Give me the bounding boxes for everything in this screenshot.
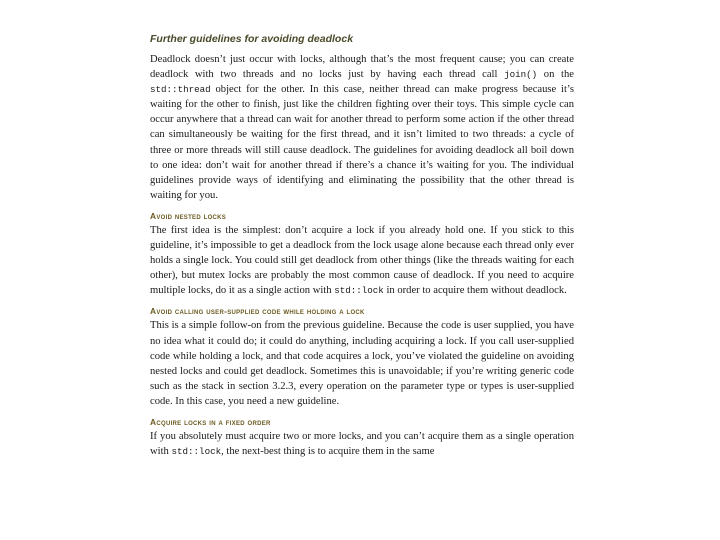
subheading-avoid-nested-locks: Avoid nested locks — [150, 210, 227, 221]
subheading-avoid-user-code: Avoid calling user-supplied code while holding a lock — [150, 306, 365, 317]
fixed-text-2: , the next-best thing is to acquire them in the same — [221, 446, 435, 458]
user-code-paragraph: This is a simple follow-on from the previous guideline. Because the code is user supplied, you have no idea what it could do; it could do anything, including acquiring a lock. If you call user-supplied code while holding a lock, and that code acquires a lock, you’ve violated the guideline on avoiding nested locks and could get deadlock. Sometimes this is unavoidable; if you’re writing generic code such as the stack in section 3.2.3, every operation on the parameter type or types is user-supplied code. In this case, you need a new guideline. — [150, 320, 574, 407]
join-code: join() — [504, 69, 538, 81]
fixed-text-1: If you absolutely must acquire two or more locks, and you can’t acquire them as a single operation with — [150, 430, 574, 458]
std-lock-code: std::lock — [334, 285, 384, 297]
document-page — [150, 32, 574, 459]
section-title: Further guidelines for avoiding deadlock — [150, 33, 354, 45]
nested-locks-paragraph — [150, 223, 574, 298]
intro-paragraph — [150, 52, 574, 203]
intro-text-3: object for the other. In this case, neither thread can make progress because it’s waiting for the other to finish, just like the children fighting over their toys. This simple cycle can occur anywhere that a thread can wait for another thread to perform some action if the other thread can simultaneously be waiting for the first thread, and it isn’t limited to two threads: a cycle of three or more threads will still cause deadlock. The guidelines for avoiding deadlock all boil down to one idea: don’t wait for another thread if there’s a chance it’s waiting for you. The individual guidelines provide ways of identifying and eliminating the possibility that the other thread is waiting for you. — [150, 84, 574, 201]
fixed-order-paragraph — [150, 429, 574, 459]
nested-text-2: in order to acquire them without deadlock. — [383, 285, 567, 297]
std-lock-code-2: std::lock — [171, 446, 222, 458]
nested-text-1: The first idea is the simplest: don’t acquire a lock if you already hold one. If you stick to this guideline, it’s impossible to get a deadlock from the lock usage alone because each thread only ever holds a single lock. You could still get deadlock from other things (like the threads waiting for each other), but mutex locks are probably the most common cause of deadlock. If you need to acquire multiple locks, do it as a single action with — [150, 224, 574, 297]
intro-text-2: on the — [537, 69, 574, 81]
subheading-fixed-order: Acquire locks in a fixed order — [150, 416, 271, 427]
intro-text-1: Deadlock doesn’t just occur with locks, although that’s the most frequent cause; you can create deadlock with two threads and no locks just by having each thread call — [150, 54, 574, 81]
std-thread-code: std::thread — [150, 84, 211, 96]
